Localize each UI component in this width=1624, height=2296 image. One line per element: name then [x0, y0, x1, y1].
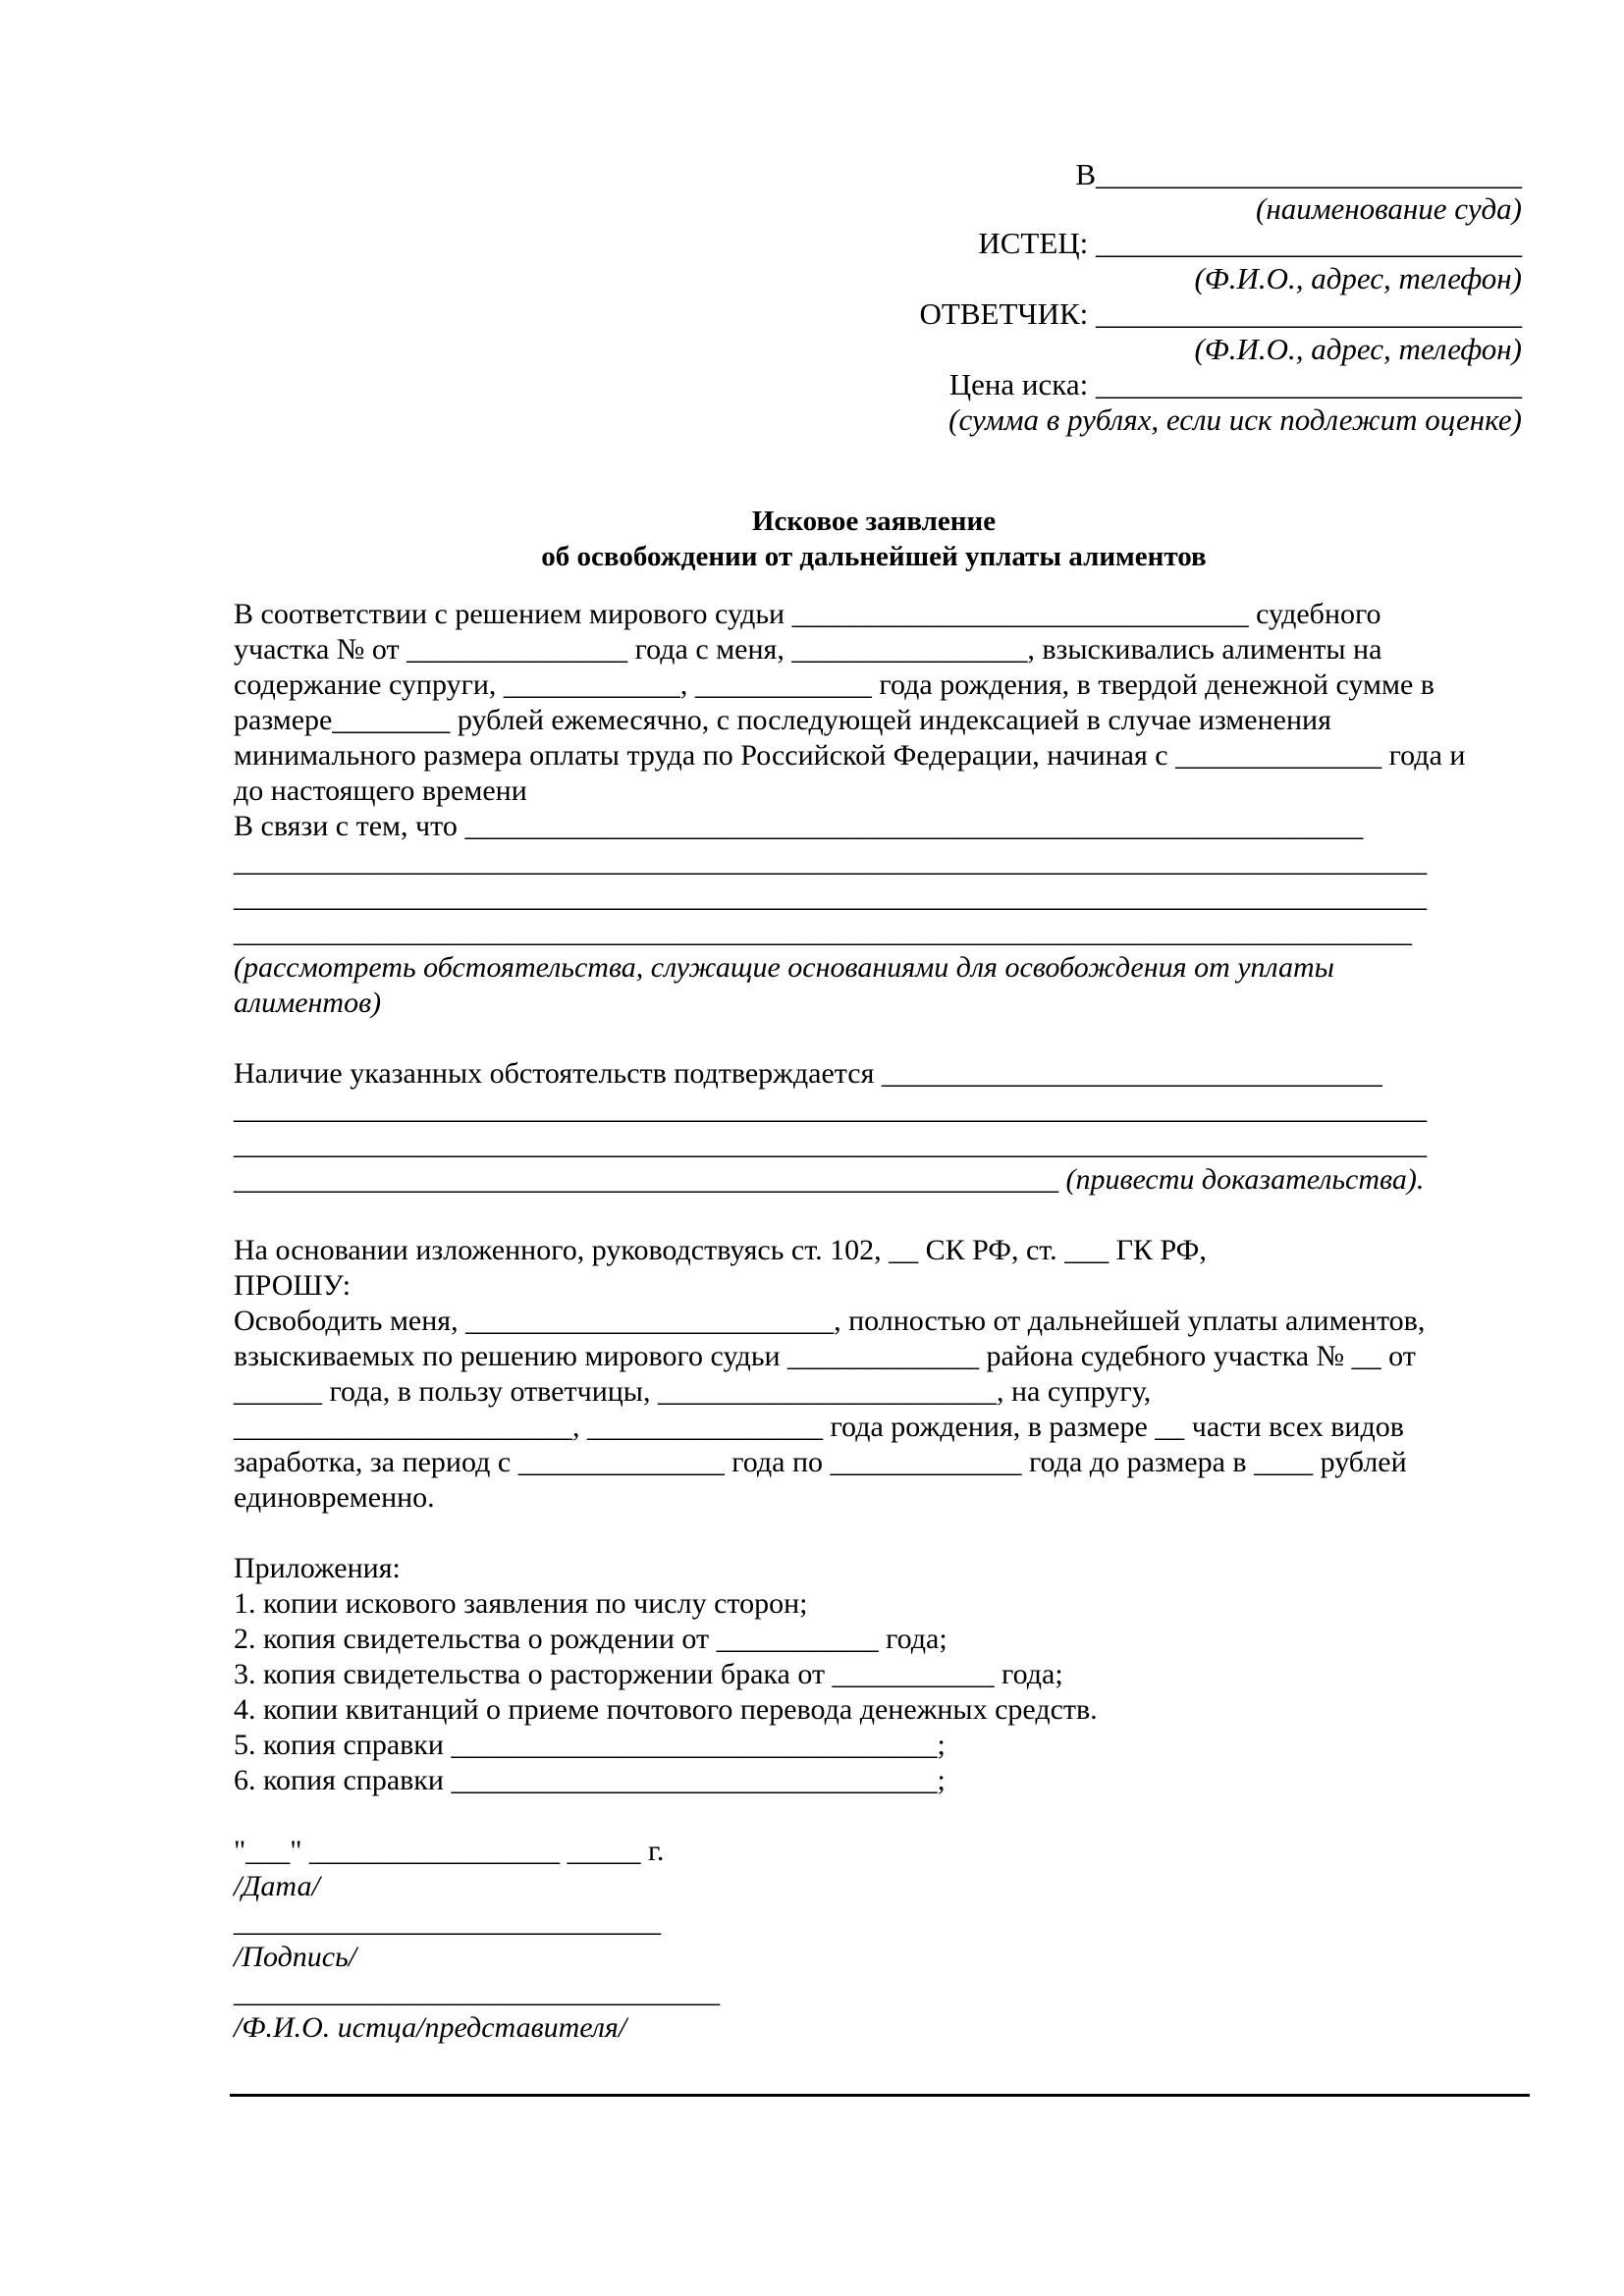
text-line: На основании изложенного, руководствуясь ст. 102, __ СК РФ, ст. ___ ГК РФ, — [234, 1234, 1207, 1266]
signature-label: /Подпись/ — [234, 1941, 357, 1973]
court-hint: (наименование суда) — [1256, 191, 1522, 226]
document-subtitle: об освобождении от дальнейшей уплаты алиментов — [541, 541, 1207, 572]
attachments-list — [234, 1551, 1510, 1798]
text-line: _______________________, ________________ года рождения, в размере __ части всех видов — [234, 1411, 1404, 1443]
attachment-item: 6. копия справки _________________________________; — [234, 1764, 946, 1796]
plaintiff-hint: (Ф.И.О., адрес, телефон) — [1194, 261, 1522, 295]
paragraph-request — [234, 1233, 1510, 1516]
hint-line: алиментов) — [234, 987, 382, 1019]
paragraph-evidence — [234, 1056, 1510, 1198]
document-title: Исковое заявление — [751, 506, 997, 537]
date-label: /Дата/ — [234, 1870, 320, 1902]
text-line: участка № от _______________ года с меня, ________________, взыскивались алименты на — [234, 633, 1382, 666]
text-line: ______ года, в пользу ответчицы, _______________________, на супругу, — [234, 1375, 1152, 1408]
evidence-hint: (привести доказательства). — [1058, 1163, 1425, 1196]
attachment-item: 4. копии квитанций о приеме почтового перевода денежных средств. — [234, 1693, 1098, 1726]
plaintiff-line: ИСТЕЦ: ____________________________ — [978, 226, 1522, 260]
text-line: _________________________________________________________________________________ — [234, 1128, 1427, 1160]
document-body — [234, 597, 1510, 2046]
text-line: содержание супруги, ____________, ____________ года рождения, в твердой денежной сумме в — [234, 668, 1435, 701]
date-line: "___" _________________ _____ г. — [234, 1835, 665, 1867]
bottom-rule — [230, 2094, 1530, 2097]
text-line: Освободить меня, _________________________, полностью от дальнейшей уплаты алиментов, — [234, 1305, 1426, 1337]
attachment-item: 2. копия свидетельства о рождении от ___________ года; — [234, 1623, 947, 1655]
text-line: Наличие указанных обстоятельств подтверждается __________________________________ — [234, 1057, 1382, 1090]
defendant-line: ОТВЕТЧИК: ____________________________ — [919, 296, 1522, 331]
signature-block — [234, 1834, 1510, 2046]
text-line: заработка, за период с ______________ года по _____________ года до размера в ____ рублей — [234, 1446, 1407, 1478]
text-line: _________________________________________________________________________________ — [234, 1093, 1427, 1125]
text-line: _________________________________________________________________________________ — [234, 845, 1427, 878]
text-line: минимального размера оплаты труда по Российской Федерации, начиная с ______________ года и — [234, 739, 1466, 772]
price-line: Цена иска: ____________________________ — [948, 367, 1522, 401]
text-line: В соответствии с решением мирового судьи _______________________________ судебного — [234, 598, 1381, 630]
text-line: размере________ рублей ежемесячно, с последующей индексацией в случае изменения — [234, 704, 1331, 736]
text-line: В связи с тем, что _____________________________________________________________ — [234, 810, 1364, 842]
paragraph-facts — [234, 597, 1510, 1021]
text-line: ________________________________________________________________________________ — [234, 916, 1412, 948]
signature-line: _____________________________ — [234, 1905, 661, 1938]
text-line: _________________________________________________________________________________ — [234, 881, 1427, 913]
court-line: В____________________________ — [1075, 157, 1522, 191]
text-line: ПРОШУ: — [234, 1269, 352, 1302]
attachment-item: 5. копия справки _________________________________; — [234, 1729, 946, 1761]
text-line: единовременно. — [234, 1481, 435, 1514]
defendant-hint: (Ф.И.О., адрес, телефон) — [1194, 332, 1522, 366]
attachment-item: 3. копия свидетельства о расторжении брака от ___________ года; — [234, 1658, 1063, 1690]
name-label: /Ф.И.О. истца/представителя/ — [234, 2011, 627, 2044]
text-line: взыскиваемых по решению мирового судьи _____________ района судебного участка № __ от — [234, 1340, 1416, 1372]
evidence-blank: ________________________________________________________ — [234, 1163, 1058, 1196]
attachments-title: Приложения: — [234, 1552, 401, 1584]
name-line: _________________________________ — [234, 1976, 720, 2008]
attachment-item: 1. копии искового заявления по числу сторон; — [234, 1587, 808, 1620]
text-line — [234, 1162, 1510, 1198]
text-line: до настоящего времени — [234, 774, 527, 807]
hint-line: (рассмотреть обстоятельства, служащие основаниями для освобождения от уплаты — [234, 951, 1334, 984]
price-hint: (сумма в рублях, если иск подлежит оценке) — [948, 402, 1522, 437]
